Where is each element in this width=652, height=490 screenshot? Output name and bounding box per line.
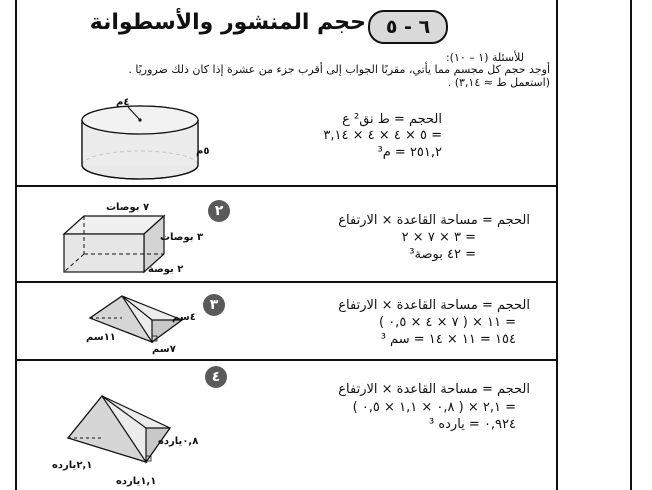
- problem-4-number: ٤: [205, 366, 227, 388]
- prism-height-label: ٣ بوصات: [160, 232, 204, 243]
- instructions-line-3: (استعمل ط ≈ ٣,١٤) .: [447, 76, 550, 89]
- p2-work-line-3: = ٤٢ بوصة³: [409, 247, 476, 262]
- right-edge-line: [630, 0, 632, 490]
- tri1-length-label: ١١سم: [86, 332, 116, 343]
- cylinder-radius-label: ٤م: [116, 97, 130, 108]
- p4-work-line-1: الحجم = مساحة القاعدة × الارتفاع: [338, 382, 530, 397]
- tri1-height-label: ٤سم: [172, 312, 196, 323]
- p2-work-line-2: ٣ × ٧ × ٢ =: [401, 230, 476, 245]
- cylinder-figure: [70, 95, 220, 185]
- section-number: ٦ - ٥: [368, 10, 448, 44]
- tri1-base-label: ٧سم: [152, 344, 176, 355]
- cylinder-height-label: ٥م: [196, 146, 210, 157]
- p1-work-line-2: ٥ × ٤ × ٤ × ٣,١٤ =: [323, 128, 442, 143]
- title-text: حجم المنشور والأسطوانة: [89, 10, 366, 35]
- prism-length-label: ٧ بوصات: [106, 202, 150, 213]
- tri2-height-label: ٠,٨يارده: [158, 436, 199, 447]
- tri2-length-label: ٢,١يارده: [52, 460, 93, 471]
- right-border: [556, 0, 558, 490]
- p1-work-line-1: الحجم = ط نق² ع: [342, 112, 442, 127]
- p3-work-line-3: ١٥٤ = ١١ × ١٤ = سم ³: [380, 332, 516, 347]
- tri2-base-label: ١,١يارده: [116, 476, 157, 487]
- p4-work-line-2: ٢,١ × ( ٠,٨ × ١,١ × ٠,٥ ) =: [352, 400, 516, 415]
- instructions-line-1: للأسئلة (١ – ١٠):: [445, 51, 524, 64]
- divider-3: [15, 359, 558, 361]
- p3-work-line-2: ١١ × ( ٧ × ٤ × ٠,٥ ) =: [378, 315, 516, 330]
- problem-2-number: ٢: [208, 200, 230, 222]
- p1-work-line-3: ٢٥١,٢ = م³: [377, 145, 442, 160]
- instructions-line-2: أوجد حجم كل مجسم مما يأتي، مقربًا الجواب إلى أقرب جزء من عشرة إذا كان ذلك ضروريًا .: [128, 63, 550, 76]
- p3-work-line-1: الحجم = مساحة القاعدة × الارتفاع: [338, 298, 530, 313]
- p2-work-line-1: الحجم = مساحة القاعدة × الارتفاع: [338, 213, 530, 228]
- prism-width-label: ٢ بوصة: [148, 264, 184, 275]
- section-title: [89, 6, 452, 44]
- divider-1: [15, 185, 558, 187]
- p4-work-line-3: ٠,٩٢٤ = يارده ³: [428, 417, 516, 432]
- problem-3-number: ٣: [203, 294, 225, 316]
- left-border: [15, 0, 17, 490]
